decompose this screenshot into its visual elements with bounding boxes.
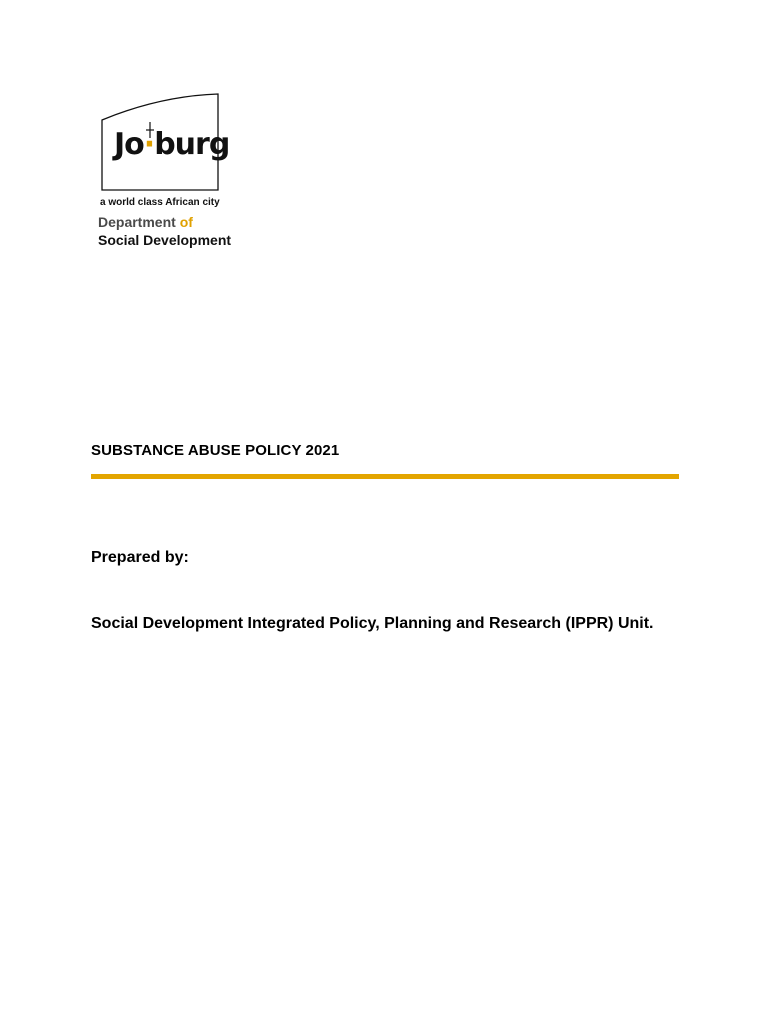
joburg-logo: [96, 90, 266, 255]
logo-wordmark: Jo·burg: [114, 127, 230, 162]
prepared-by-unit: Social Development Integrated Policy, Planning and Research (IPPR) Unit.: [91, 615, 654, 632]
title-divider: [91, 474, 679, 479]
logo-dot: ·: [143, 127, 155, 162]
department-name: Department of: [98, 214, 193, 230]
prepared-by-label: Prepared by:: [91, 549, 189, 566]
logo-tagline: a world class African city: [100, 197, 220, 208]
department-subtitle: Social Development: [98, 232, 232, 248]
document-title: SUBSTANCE ABUSE POLICY 2021: [91, 442, 340, 459]
